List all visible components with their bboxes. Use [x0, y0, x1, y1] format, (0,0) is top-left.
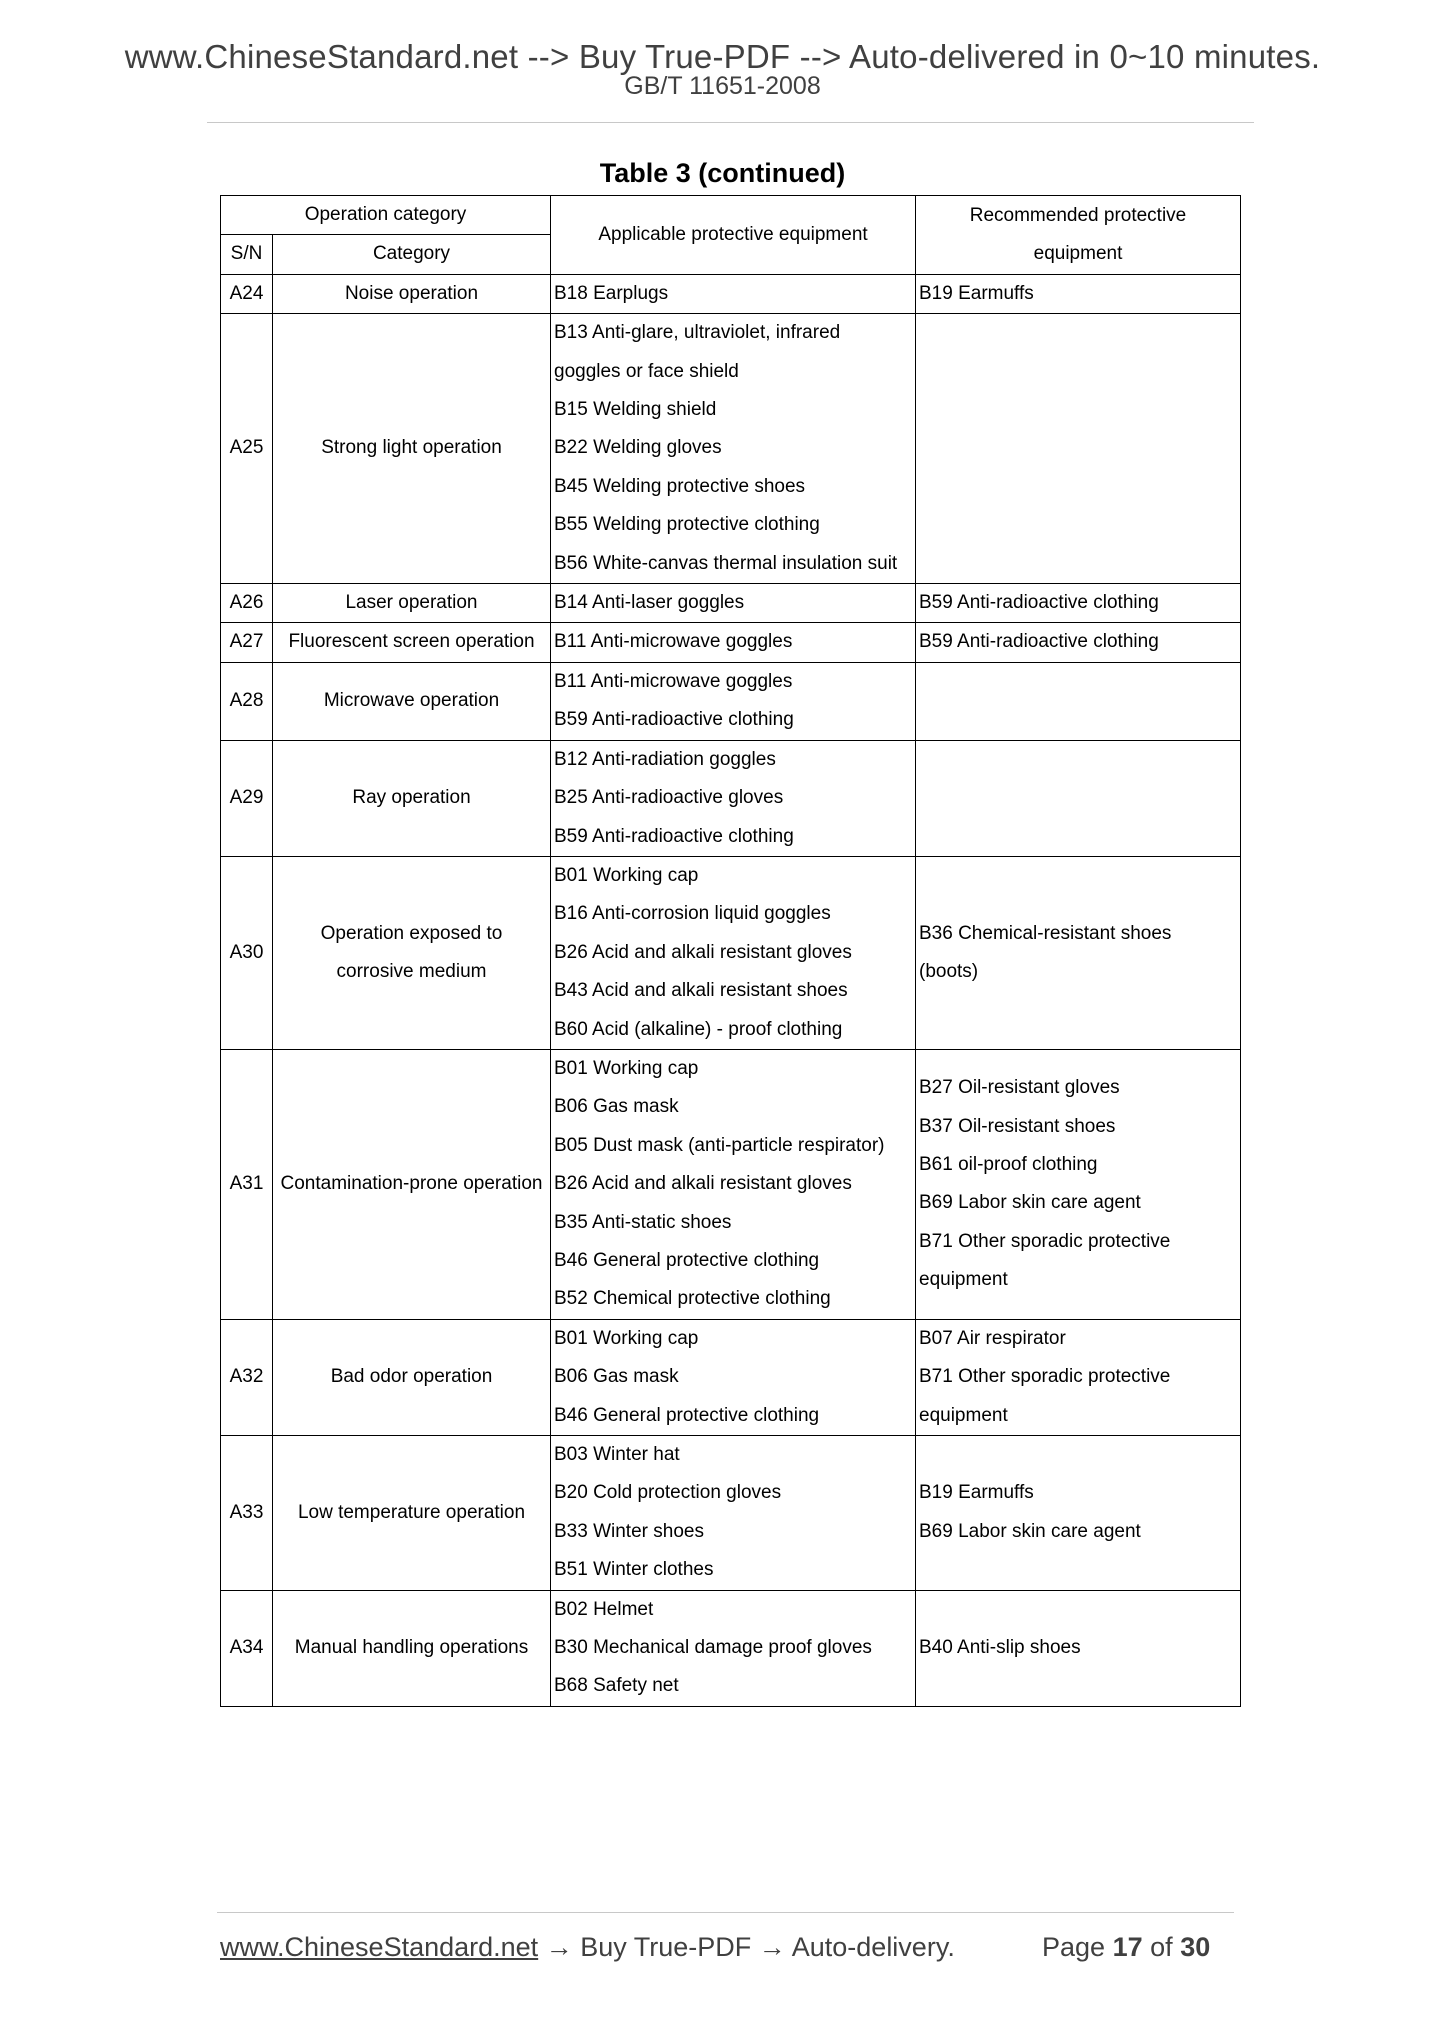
protective-equipment-table	[220, 195, 1241, 1707]
cell-category	[273, 314, 551, 584]
cell-sn: A29	[221, 740, 273, 856]
table-row	[221, 662, 1241, 740]
of-word: of	[1150, 1932, 1173, 1962]
cell-applicable-line: B01 Working cap	[554, 864, 699, 886]
cell-applicable-line: B25 Anti-radioactive gloves	[554, 787, 784, 809]
cell-recommended	[916, 662, 1241, 740]
cell-recommended-line: B71 Other sporadic protective	[919, 1366, 1171, 1388]
cell-category-line: Manual handling operations	[294, 1637, 529, 1659]
cell-recommended	[916, 274, 1241, 313]
table-row	[221, 1049, 1241, 1319]
cell-applicable	[551, 1436, 916, 1591]
cell-recommended-line: equipment	[919, 1404, 1008, 1426]
header-category: Category	[273, 235, 551, 274]
cell-category-line: Strong light operation	[321, 437, 502, 459]
cell-applicable	[551, 584, 916, 623]
table-row	[221, 856, 1241, 1049]
cell-applicable-line: B16 Anti-corrosion liquid goggles	[554, 903, 831, 925]
table-row	[221, 314, 1241, 584]
cell-applicable-line: B45 Welding protective shoes	[554, 475, 806, 497]
cell-applicable-line: B26 Acid and alkali resistant gloves	[554, 1173, 852, 1195]
footer-site-link[interactable]: www.ChineseStandard.net	[220, 1932, 539, 1962]
cell-recommended-line: B07 Air respirator	[919, 1327, 1066, 1349]
header-recommended	[916, 196, 1241, 275]
table-row	[221, 584, 1241, 623]
table-body	[221, 274, 1241, 1706]
cell-applicable-line: B59 Anti-radioactive clothing	[554, 709, 794, 731]
cell-category-line: Bad odor operation	[330, 1366, 493, 1388]
cell-sn: A31	[221, 1049, 273, 1319]
cell-recommended	[916, 1590, 1241, 1706]
header-sn: S/N	[221, 235, 273, 274]
cell-applicable-line: B33 Winter shoes	[554, 1520, 704, 1542]
cell-category	[273, 1436, 551, 1591]
cell-applicable	[551, 1590, 916, 1706]
cell-applicable	[551, 314, 916, 584]
cell-applicable-line: B55 Welding protective clothing	[554, 514, 820, 536]
cell-recommended-line: B27 Oil-resistant gloves	[919, 1077, 1120, 1099]
cell-category	[273, 740, 551, 856]
page-word: Page	[1042, 1932, 1106, 1962]
cell-recommended-line: B19 Earmuffs	[919, 1482, 1034, 1504]
cell-applicable-line: B59 Anti-radioactive clothing	[554, 825, 794, 847]
cell-applicable-line: B01 Working cap	[554, 1057, 699, 1079]
header-recommended-line2: equipment	[1033, 242, 1123, 264]
cell-category-line: Low temperature operation	[297, 1501, 526, 1523]
page-number: 17	[1112, 1932, 1143, 1962]
cell-sn: A25	[221, 314, 273, 584]
header-divider	[207, 122, 1254, 123]
cell-applicable-line: B52 Chemical protective clothing	[554, 1288, 831, 1310]
cell-applicable-line: B46 General protective clothing	[554, 1249, 820, 1271]
table-title: Table 3 (continued)	[599, 158, 846, 188]
cell-applicable-line: goggles or face shield	[554, 360, 739, 382]
cell-applicable	[551, 274, 916, 313]
footer-divider	[217, 1912, 1234, 1913]
cell-applicable-line: B11 Anti-microwave goggles	[554, 670, 793, 692]
cell-category-line: corrosive medium	[336, 960, 487, 982]
cell-applicable-line: B46 General protective clothing	[554, 1404, 820, 1426]
cell-applicable	[551, 623, 916, 662]
cell-applicable-line: B02 Helmet	[554, 1598, 654, 1620]
header-operation-category: Operation category	[221, 196, 551, 235]
cell-category-line: Fluorescent screen operation	[288, 631, 535, 653]
cell-recommended	[916, 1049, 1241, 1319]
cell-applicable	[551, 1319, 916, 1435]
cell-applicable-line: B03 Winter hat	[554, 1444, 680, 1465]
cell-sn: A28	[221, 662, 273, 740]
cell-applicable-line: B13 Anti-glare, ultraviolet, infrared	[554, 322, 841, 344]
cell-applicable-line: B35 Anti-static shoes	[554, 1211, 732, 1233]
cell-category	[273, 584, 551, 623]
cell-applicable-line: B22 Welding gloves	[554, 437, 722, 459]
cell-applicable	[551, 740, 916, 856]
cell-recommended	[916, 584, 1241, 623]
cell-recommended-line: B71 Other sporadic protective	[919, 1230, 1171, 1252]
cell-applicable-line: B68 Safety net	[554, 1675, 679, 1697]
cell-category-line: Microwave operation	[323, 690, 500, 712]
cell-sn: A32	[221, 1319, 273, 1435]
cell-sn: A26	[221, 584, 273, 623]
cell-category	[273, 1319, 551, 1435]
cell-category	[273, 856, 551, 1049]
cell-sn: A24	[221, 274, 273, 313]
cell-applicable	[551, 1049, 916, 1319]
cell-applicable-line: B18 Earplugs	[554, 282, 669, 304]
cell-sn: A34	[221, 1590, 273, 1706]
cell-applicable-line: B05 Dust mask (anti-particle respirator)	[554, 1134, 885, 1156]
cell-applicable-line: B20 Cold protection gloves	[554, 1482, 782, 1504]
cell-recommended-line: B69 Labor skin care agent	[919, 1192, 1141, 1214]
cell-recommended-line: B37 Oil-resistant shoes	[919, 1115, 1116, 1137]
cell-applicable-line: B15 Welding shield	[554, 399, 717, 421]
cell-recommended	[916, 623, 1241, 662]
cell-recommended-line: B59 Anti-radioactive clothing	[919, 592, 1159, 614]
cell-applicable-line: B26 Acid and alkali resistant gloves	[554, 941, 852, 963]
cell-category-line: Noise operation	[344, 282, 479, 304]
cell-applicable-line: B06 Gas mask	[554, 1366, 679, 1388]
table-row	[221, 1590, 1241, 1706]
cell-recommended-line: equipment	[919, 1269, 1008, 1291]
table-row	[221, 740, 1241, 856]
cell-category	[273, 1590, 551, 1706]
cell-recommended-line: B61 oil-proof clothing	[919, 1153, 1098, 1175]
standard-number: GB/T 11651-2008	[624, 72, 821, 100]
cell-recommended	[916, 1436, 1241, 1591]
cell-applicable-line: B30 Mechanical damage proof gloves	[554, 1637, 872, 1659]
table-row	[221, 623, 1241, 662]
cell-recommended-line: B40 Anti-slip shoes	[919, 1637, 1081, 1659]
top-banner: www.ChineseStandard.net --> Buy True-PDF --> Auto-delivered in 0~10 minutes.	[124, 38, 1321, 75]
cell-category-line: Laser operation	[345, 592, 478, 614]
table-row	[221, 1319, 1241, 1435]
cell-recommended-line: B19 Earmuffs	[919, 282, 1034, 304]
cell-sn: A30	[221, 856, 273, 1049]
footer-links	[220, 1932, 955, 1963]
cell-recommended	[916, 1319, 1241, 1435]
page-indicator	[1042, 1932, 1210, 1963]
cell-sn: A33	[221, 1436, 273, 1591]
cell-recommended-line: (boots)	[919, 960, 979, 982]
cell-recommended	[916, 740, 1241, 856]
cell-recommended-line: B36 Chemical-resistant shoes	[919, 922, 1172, 944]
cell-category-line: Ray operation	[352, 787, 471, 809]
cell-applicable-line: B01 Working cap	[554, 1327, 699, 1349]
cell-applicable-line: B60 Acid (alkaline) - proof clothing	[554, 1018, 843, 1040]
cell-applicable-line: B43 Acid and alkali resistant shoes	[554, 980, 848, 1002]
cell-sn: A27	[221, 623, 273, 662]
footer-tagline: → Buy True-PDF → Auto-delivery.	[538, 1932, 955, 1962]
cell-applicable	[551, 662, 916, 740]
header-applicable: Applicable protective equipment	[551, 196, 916, 275]
cell-category	[273, 623, 551, 662]
cell-recommended-line: B59 Anti-radioactive clothing	[919, 631, 1159, 653]
page-total: 30	[1180, 1932, 1211, 1962]
cell-applicable-line: B14 Anti-laser goggles	[554, 592, 745, 614]
cell-applicable-line: B51 Winter clothes	[554, 1559, 714, 1581]
cell-category	[273, 274, 551, 313]
cell-recommended	[916, 856, 1241, 1049]
table-row	[221, 1436, 1241, 1591]
table-row	[221, 274, 1241, 313]
cell-category-line: Contamination-prone operation	[280, 1173, 543, 1195]
cell-applicable-line: B11 Anti-microwave goggles	[554, 631, 793, 653]
cell-applicable-line: B56 White-canvas thermal insulation suit	[554, 552, 898, 574]
cell-applicable-line: B06 Gas mask	[554, 1096, 679, 1118]
cell-recommended-line: B69 Labor skin care agent	[919, 1520, 1141, 1542]
cell-category	[273, 662, 551, 740]
header-recommended-line1: Recommended protective	[969, 204, 1187, 226]
cell-category-line: Operation exposed to	[320, 922, 503, 944]
cell-applicable-line: B12 Anti-radiation goggles	[554, 748, 776, 770]
cell-category	[273, 1049, 551, 1319]
cell-applicable	[551, 856, 916, 1049]
cell-recommended	[916, 314, 1241, 584]
